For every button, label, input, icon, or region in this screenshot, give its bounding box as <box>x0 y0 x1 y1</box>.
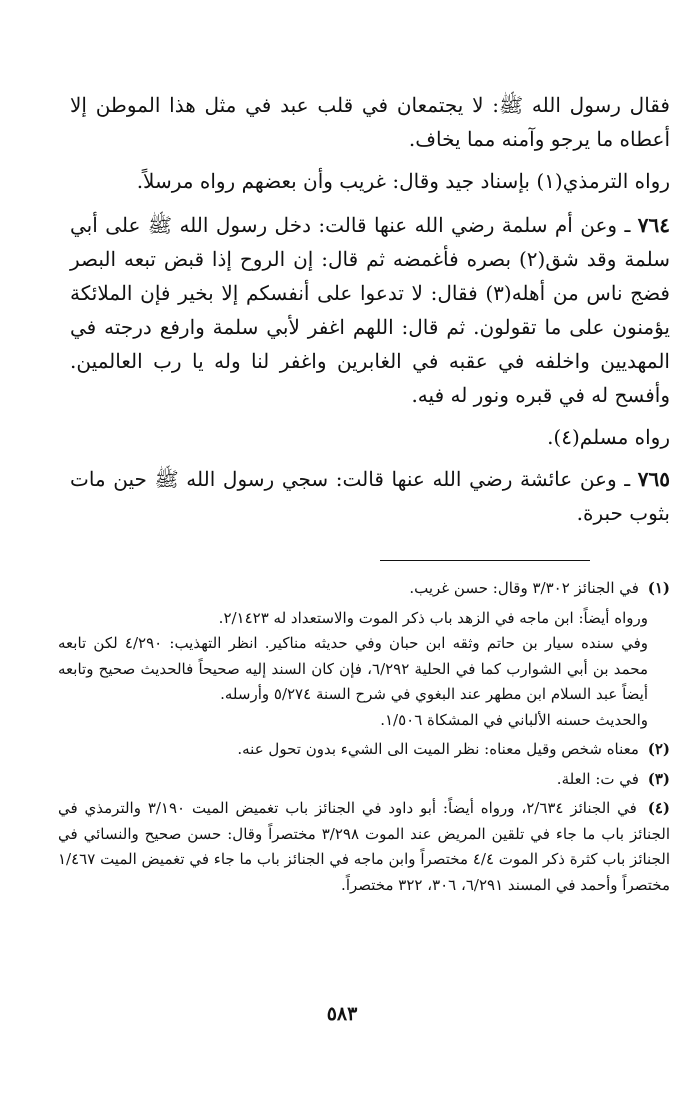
footnote-2 <box>58 737 670 763</box>
footnote-text: معناه شخص وقيل معناه: نظر الميت الى الشيء بدون تحول عنه. <box>237 740 639 758</box>
footnote-text: في الجنائز ٢/٦٣٤، ورواه أيضاً: أبو داود في الجنائز باب تغميض الميت ٣/١٩٠ والترمذي في الجنائز باب ما جاء في تلقين المريض عند الموت ٣/٢٩٨ مختصراً وقال: حسن صحيح والنسائي في الجنائز باب كثرة ذكر الموت ٤/٤ مختصراً وابن ماجه في الجنائز باب ما جاء في تغميض الميت ١/٤٦٧ مختصراً وأحمد في المسند ٦/٢٩١، ٣٠٦، ٣٢٢ مختصراً. <box>58 799 671 894</box>
footnote-text: في الجنائز ٣/٣٠٢ وقال: حسن غريب. <box>409 579 639 597</box>
footnote-4 <box>58 796 670 898</box>
hadith-text: ـ وعن عائشة رضي الله عنها قالت: سجي رسول الله ﷺ حين مات بثوب حبرة. <box>70 467 670 525</box>
footnote-text: في ت: العلة. <box>556 769 639 788</box>
hadith-764 <box>70 208 670 412</box>
footnote-divider <box>380 560 590 561</box>
footnote-1 <box>58 576 670 602</box>
footnote-1-line: وفي سنده سيار بن حاتم وثقه ابن حبان وفي حديثه مناكير. انظر التهذيب: ٤/٢٩٠ لكن تابعه محمد بن أبي الشوارب كما في الحلية ٦/٢٩٢، فإن كان السند إليه صحيحاً فالحديث صحيح وتابعه أيضاً عبد السلام ابن مطهر عند البغوي في شرح السنة ٥/٢٧٤ وأرسله. <box>58 634 648 703</box>
page-number: ٥٨٣ <box>326 1003 358 1025</box>
paragraph-tirmidhi-narration: رواه الترمذي(١) بإسناد جيد وقال: غريب وأن بعضهم رواه مرسلاً. <box>136 169 670 193</box>
hadith-765 <box>70 462 670 530</box>
footnote-3 <box>58 767 670 793</box>
footnote-1-line: ورواه أيضاً: ابن ماجه في الزهد باب ذكر الموت والاستعداد له ٢/١٤٢٣. <box>218 608 648 627</box>
main-text <box>70 88 670 530</box>
footnote-number: (٣) <box>647 769 670 788</box>
paragraph-prophet-saying: فقال رسول الله ﷺ: لا يجتمعان في قلب عبد في مثل هذا الموطن إلا أعطاه ما يرجو وآمنه مما يخاف. <box>70 93 670 151</box>
footnote-number: (١) <box>647 579 670 597</box>
footnote-1-line: والحديث حسنه الألباني في المشكاة ١/٥٠٦. <box>380 710 648 729</box>
hadith-number: ٧٦٥ <box>637 467 670 491</box>
hadith-number: ٧٦٤ <box>637 213 670 237</box>
hadith-text: ـ وعن أم سلمة رضي الله عنها قالت: دخل رسول الله ﷺ على أبي سلمة وقد شق(٢) بصره فأغمضه ثم قال: إن الروح إذا قبض تبعه البصر فضج ناس من أهله(٣) فقال: لا تدعوا على أنفسكم إلا بخير فإن الملائكة يؤمنون على ما تقولون. ثم قال: اللهم اغفر لأبي سلمة وارفع درجته في المهديين واخلفه في عقبه في الغابرين واغفر لنا وله يا رب العالمين. وأفسح له في قبره ونور له فيه. <box>70 213 671 407</box>
page-content <box>70 88 670 530</box>
paragraph-muslim-narration: رواه مسلم(٤). <box>547 425 670 449</box>
footnote-number: (٢) <box>647 740 670 758</box>
footnotes <box>58 576 670 902</box>
footnote-number: (٤) <box>647 799 670 817</box>
